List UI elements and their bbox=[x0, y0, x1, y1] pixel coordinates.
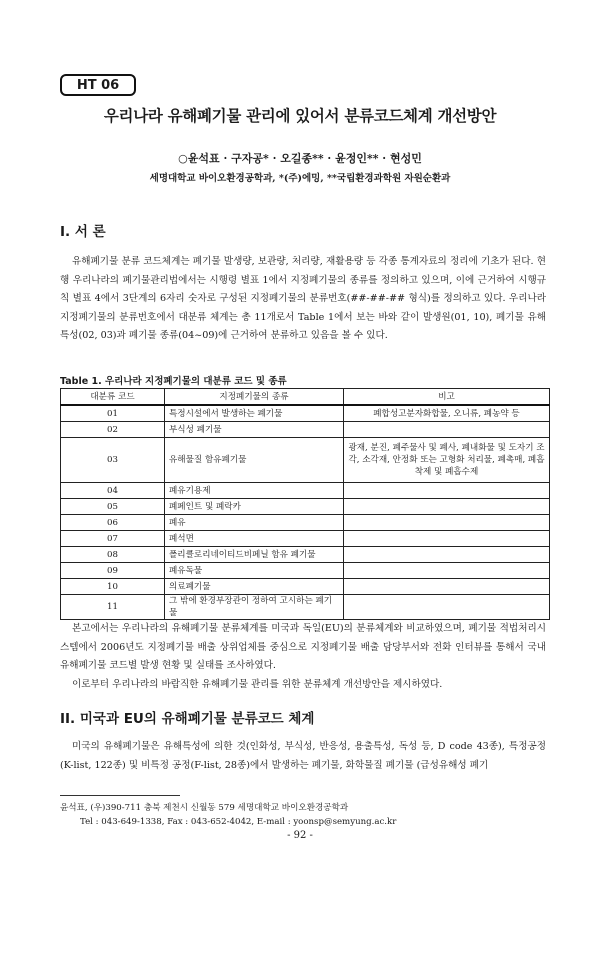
header-code: 대분류 코드 bbox=[61, 389, 165, 406]
footnote bbox=[60, 801, 540, 829]
row-note bbox=[344, 595, 550, 620]
row-type: 그 밖에 환경부장관이 정하여 고시하는 폐기물 bbox=[165, 595, 344, 620]
row-code: 09 bbox=[61, 563, 165, 579]
row-code: 08 bbox=[61, 547, 165, 563]
row-code: 10 bbox=[61, 579, 165, 595]
footnote-contact: Tel : 043-649-1338, Fax : 043-652-4042, E-mail : yoonsp@semyung.ac.kr bbox=[80, 817, 397, 827]
row-type: 폐유 bbox=[165, 515, 344, 531]
header-type: 지정폐기물의 종류 bbox=[165, 389, 344, 406]
section2-paragraph bbox=[60, 738, 546, 775]
row-type: 유해물질 함유폐기물 bbox=[165, 438, 344, 483]
row-code: 02 bbox=[61, 422, 165, 438]
row-note: 폐합성고분자화합물, 오니류, 폐농약 등 bbox=[344, 405, 550, 422]
table-header-row bbox=[61, 389, 550, 406]
row-code: 07 bbox=[61, 531, 165, 547]
paper-title: 우리나라 유해폐기물 관리에 있어서 분류코드체계 개선방안 bbox=[103, 107, 497, 125]
row-note: 광재, 분진, 폐주물사 및 폐사, 폐내화물 및 도자기 조각, 소각재, 안정화 또는 고형화 처리물, 폐촉매, 폐흡착제 및 폐흡수제 bbox=[344, 438, 550, 483]
row-code: 01 bbox=[61, 405, 165, 422]
row-note bbox=[344, 531, 550, 547]
row-note bbox=[344, 483, 550, 499]
row-type: 폐유독물 bbox=[165, 563, 344, 579]
classification-table bbox=[60, 388, 550, 620]
row-code: 04 bbox=[61, 483, 165, 499]
section2-text: 미국의 유해폐기물은 유해특성에 의한 것(인화성, 부식성, 반응성, 용출특성, 독성 등, D code 43종), 특정공정 (K-list, 122종) 및 비특정 공정(F-list, 28종)에서 발생하는 폐기물, 화학물질 폐기물 (급성유해성 폐기 bbox=[60, 741, 546, 771]
row-code: 06 bbox=[61, 515, 165, 531]
row-code: 05 bbox=[61, 499, 165, 515]
table-row bbox=[61, 547, 550, 563]
methods-text: 본고에서는 우리나라의 유해폐기물 분류체계를 미국과 독일(EU)의 분류체계와 비교하였으며, 폐기물 적법처리시스템에서 2006년도 지정폐기물 배출 상위업체를 중심으로 지정폐기물 배출 담당부서와 전화 인터뷰를 통해서 국내 유해폐기물 코드별 발생 현황 및 실태를 조사하였다. bbox=[60, 623, 546, 672]
row-note bbox=[344, 515, 550, 531]
row-type: 특정시설에서 발생하는 폐기물 bbox=[165, 405, 344, 422]
session-code-badge bbox=[60, 74, 136, 96]
table-row bbox=[61, 405, 550, 422]
table-row bbox=[61, 515, 550, 531]
row-type: 폐페인트 및 폐락카 bbox=[165, 499, 344, 515]
row-type: 부식성 폐기물 bbox=[165, 422, 344, 438]
row-note bbox=[344, 563, 550, 579]
row-note bbox=[344, 499, 550, 515]
row-type: 의료폐기물 bbox=[165, 579, 344, 595]
body-paragraph-2 bbox=[60, 620, 546, 694]
row-note bbox=[344, 579, 550, 595]
row-type: 폐유기용제 bbox=[165, 483, 344, 499]
row-code: 03 bbox=[61, 438, 165, 483]
row-code: 11 bbox=[61, 595, 165, 620]
table-row bbox=[61, 595, 550, 620]
table-row bbox=[61, 563, 550, 579]
author-list: ○윤석표 · 구자공* · 오길종** · 윤정인** · 현성민 bbox=[178, 152, 422, 165]
row-type: 폴리클로리네이티드비페닐 함유 폐기물 bbox=[165, 547, 344, 563]
intro-paragraph bbox=[60, 253, 546, 346]
row-note bbox=[344, 547, 550, 563]
page-number: - 92 - bbox=[287, 830, 313, 841]
row-note bbox=[344, 422, 550, 438]
table-row bbox=[61, 579, 550, 595]
table-row bbox=[61, 483, 550, 499]
table-row bbox=[61, 499, 550, 515]
table-row bbox=[61, 438, 550, 483]
intro-text: 유해폐기물 분류 코드체계는 폐기물 발생량, 보관량, 처리량, 재활용량 등 각종 통계자료의 정리에 기초가 된다. 현행 우리나라의 폐기물관리법에서는 시행령 별표 1에서 지정폐기물의 종류를 정의하고 있으며, 이에 근거하여 시행규칙 별표 4에서 3단계의 6자리 숫자로 구성된 지정폐기물의 분류번호(##-##-## 형식)를 정의하고 있다. 우리나라 지정폐기물의 분류번호에서 대분류 체계는 총 11개로서 Table 1에서 보는 바와 같이 발생원(01, 10), 폐기물 유해특성(02, 03)과 폐기물 종류(04~09)에 근거하여 분류하고 있음을 볼 수 있다. bbox=[60, 256, 546, 342]
session-code: HT 06 bbox=[76, 77, 120, 93]
table-caption: Table 1. 우리나라 지정폐기물의 대분류 코드 및 종류 bbox=[60, 376, 287, 387]
aim-text: 이로부터 우리나라의 바람직한 유해폐기물 관리를 위한 분류체계 개선방안을 제시하였다. bbox=[72, 678, 443, 690]
footnote-address: 윤석표, (우)390-711 충북 제천시 신월동 579 세명대학교 바이오환경공학과 bbox=[60, 803, 349, 813]
table-row bbox=[61, 422, 550, 438]
header-note: 비고 bbox=[344, 389, 550, 406]
affiliation: 세명대학교 바이오환경공학과, *(주)에밍, **국립환경과학원 자원순환과 bbox=[149, 173, 451, 184]
footnote-divider bbox=[60, 795, 180, 796]
table-row bbox=[61, 531, 550, 547]
row-type: 폐석면 bbox=[165, 531, 344, 547]
section-heading-us-eu: II. 미국과 EU의 유해폐기물 분류코드 체계 bbox=[60, 711, 315, 727]
section-heading-introduction: I. 서 론 bbox=[60, 224, 106, 240]
